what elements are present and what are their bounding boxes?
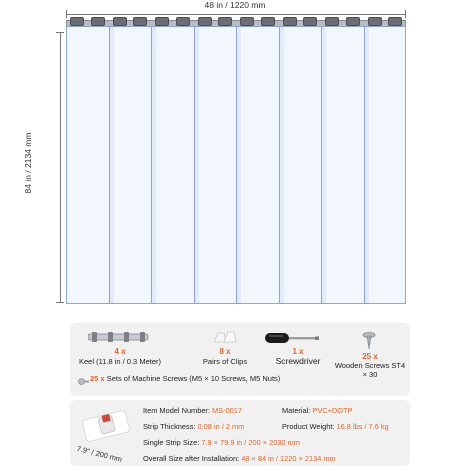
wooden-screws-label: Wooden Screws ST4 × 30	[334, 361, 406, 379]
width-dimension-line	[66, 14, 406, 15]
strip-clip	[176, 17, 190, 26]
strip-clip	[388, 17, 402, 26]
strip-clip	[155, 17, 169, 26]
width-dimension-tick	[405, 10, 406, 18]
width-dimension-label: 48 in / 1220 mm	[204, 0, 266, 10]
strip-clip	[113, 17, 127, 26]
spec-material: Material: PVC+DOTP	[282, 406, 353, 415]
curtain-strip	[321, 26, 369, 304]
curtain-strip	[194, 26, 242, 304]
strip-overlap	[279, 26, 284, 304]
strip-clip	[218, 17, 232, 26]
screwdriver-count: 1 x	[292, 347, 304, 356]
strip-clip	[368, 17, 382, 26]
spec-weight: Product Weight: 16.8 lbs / 7.6 kg	[282, 422, 389, 431]
height-dimension-tick	[56, 32, 64, 33]
strip-clip	[303, 17, 317, 26]
screwdriver-label: Screwdriver	[275, 356, 321, 366]
curtain-strip	[109, 26, 157, 304]
strip-clip	[198, 17, 212, 26]
sample-size-label: 7.9" / 200 mm	[75, 444, 124, 464]
curtain-strip	[279, 26, 327, 304]
thickness-value: 0.08 in / 2 mm	[197, 422, 245, 431]
material-value: PVC+DOTP	[312, 406, 353, 415]
strip-clip	[91, 17, 105, 26]
curtain-strip	[151, 26, 199, 304]
machine-screw-icon	[78, 374, 90, 384]
spec-single-strip: Single Strip Size: 7.9 × 79.9 in / 200 × 2030 mm	[143, 438, 300, 447]
clips-count: 8 x	[219, 347, 231, 356]
spec-overall: Overall Size after Installation: 48 × 84 in / 1220 × 2134 mm	[143, 454, 336, 463]
keel-count: 4 x	[114, 347, 126, 356]
screwdriver-icon	[265, 331, 321, 343]
strip-clip	[346, 17, 360, 26]
single-strip-value: 7.9 × 79.9 in / 200 × 2030 mm	[201, 438, 300, 447]
strip-clip	[283, 17, 297, 26]
strip-overlap	[236, 26, 241, 304]
keel-icon	[88, 330, 150, 342]
curtain-strip	[236, 26, 284, 304]
strip-clip	[240, 17, 254, 26]
weight-value: 16.8 lbs / 7.6 kg	[336, 422, 389, 431]
overall-size-value: 48 × 84 in / 1220 × 2134 mm	[241, 454, 336, 463]
height-dimension-tick	[56, 302, 64, 303]
machine-screws-count: 25 x	[90, 374, 105, 383]
strip-clip	[325, 17, 339, 26]
strip-overlap	[321, 26, 326, 304]
height-dimension-line	[60, 32, 61, 302]
machine-screws-label: Sets of Machine Screws (M5 × 10 Screws, M5 Nuts)	[106, 374, 281, 383]
strip-overlap	[364, 26, 369, 304]
spec-thickness: Strip Thickness: 0.08 in / 2 mm	[143, 422, 245, 431]
strip-overlap	[194, 26, 199, 304]
machine-screws-line	[90, 374, 280, 383]
spec-model: Item Model Number: MS-0017	[143, 406, 243, 415]
clips-icon	[212, 330, 238, 344]
strip-sample-image	[76, 405, 136, 445]
strip-clip	[261, 17, 275, 26]
width-dimension-tick	[66, 10, 67, 18]
curtain-strip	[66, 26, 114, 304]
strip-overlap	[151, 26, 156, 304]
keel-label: Keel (11.8 in / 0.3 Meter)	[79, 357, 161, 366]
model-number-value: MS-0017	[212, 406, 243, 415]
strip-clip	[70, 17, 84, 26]
wooden-screw-icon	[362, 332, 376, 350]
wooden-screws-count: 25 x	[362, 352, 378, 361]
height-dimension-label: 84 in / 2134 mm	[23, 132, 33, 194]
strip-clip	[133, 17, 147, 26]
strip-overlap	[109, 26, 114, 304]
curtain-strip	[364, 26, 407, 304]
clips-label: Pairs of Clips	[202, 357, 248, 366]
